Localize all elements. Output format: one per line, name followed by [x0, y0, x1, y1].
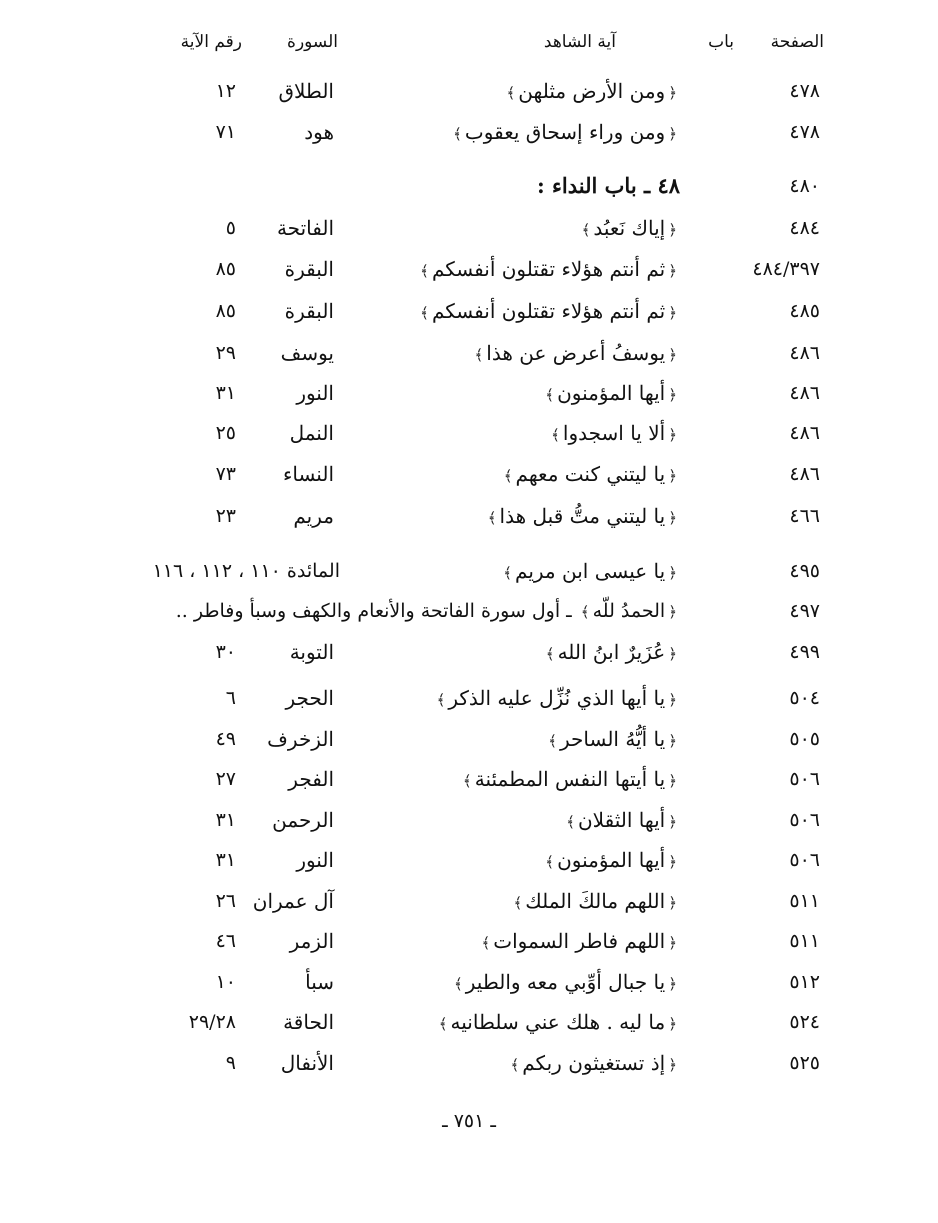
table-row	[0, 296, 938, 326]
ayah-words: اللهم فاطر السموات	[493, 929, 666, 953]
table-row	[0, 886, 938, 916]
page-number: ٤٨٦	[789, 422, 820, 444]
ayah-words: ثم أنتم هؤلاء تقتلون أنفسكم	[431, 257, 666, 281]
surah-name: الزمر	[289, 929, 334, 953]
table-row	[0, 1048, 938, 1078]
ornate-bracket-close-icon: ﴾	[503, 564, 513, 582]
page-number: ٥٠٦	[789, 849, 820, 871]
ayah-words: يا أيتها النفس المطمئنة	[474, 767, 666, 791]
ayah-text	[451, 967, 680, 999]
header-surah: السورة	[287, 32, 338, 52]
page-number: ٥١١	[789, 890, 820, 912]
ornate-bracket-close-icon: ﴾	[510, 1056, 520, 1074]
table-row	[0, 338, 938, 368]
table-row	[0, 683, 938, 713]
table-row	[0, 254, 938, 284]
table-row	[0, 378, 938, 408]
ornate-bracket-open-icon: ﴿	[668, 467, 677, 485]
surah-name: النساء	[282, 462, 334, 486]
ornate-bracket-open-icon: ﴿	[668, 84, 677, 102]
ornate-bracket-close-icon: ﴾	[548, 732, 557, 750]
verse-number: ٤٩	[215, 728, 236, 750]
ornate-bracket-close-icon: ﴾	[438, 1015, 448, 1033]
table-row	[0, 764, 938, 794]
surah-name: مريم	[293, 504, 334, 528]
verse-number: ٧٣	[215, 463, 236, 485]
ornate-bracket-close-icon: ﴾	[545, 645, 555, 663]
surah-and-verses: المائدة ١١٠ ، ١١٢ ، ١١٦	[152, 560, 340, 582]
table-row	[0, 459, 938, 489]
ayah-text	[503, 76, 680, 108]
verse-number: ٢٩	[215, 342, 236, 364]
page-number: ٤٦٦	[789, 505, 820, 527]
table-row	[0, 845, 938, 875]
ayah-text	[472, 338, 681, 370]
ayah-text-with-note	[176, 596, 680, 627]
ayah-text	[579, 213, 680, 245]
ornate-bracket-open-icon: ﴿	[668, 934, 677, 952]
ornate-bracket-close-icon: ﴾	[453, 975, 463, 993]
surah-name: التوبة	[289, 640, 334, 664]
surah-name: الحجر	[285, 686, 334, 710]
ayah-text	[507, 1048, 680, 1080]
ornate-bracket-close-icon: ﴾	[580, 603, 590, 621]
header-page: الصفحة	[770, 32, 824, 52]
ayah-words: يا ليتني متُّ قبل هذا	[499, 504, 666, 528]
page-number: ٥٢٥	[789, 1052, 820, 1074]
surah-name: النمل	[289, 421, 334, 445]
page-number: ٤٨٦	[789, 342, 820, 364]
verse-number: ١٠	[215, 971, 236, 993]
ornate-bracket-open-icon: ﴿	[668, 853, 677, 871]
section-heading-row	[0, 171, 938, 201]
table-row	[0, 967, 938, 997]
verse-number: ٤٦	[215, 930, 236, 952]
surah-name: الفجر	[288, 767, 334, 791]
page-number: ٥٢٤	[789, 1011, 820, 1033]
verse-number: ٦	[225, 687, 236, 709]
ayah-text	[542, 378, 680, 410]
verse-number: ٣١	[215, 382, 236, 404]
ayah-text	[434, 683, 680, 715]
ornate-bracket-open-icon: ﴿	[668, 645, 677, 663]
surah-name: هود	[304, 120, 334, 144]
ornate-bracket-open-icon: ﴿	[668, 975, 677, 993]
ayah-words: أيها الثقلان	[577, 808, 666, 832]
page-number: ٥٠٦	[789, 768, 820, 790]
ornate-bracket-close-icon: ﴾	[566, 813, 575, 831]
ornate-bracket-close-icon: ﴾	[503, 467, 513, 485]
page-number: ٤٨٠	[789, 175, 820, 197]
header-ayah: آية الشاهد	[543, 32, 616, 52]
ayah-text	[500, 556, 680, 588]
verse-number: ٣١	[215, 809, 236, 831]
table-row	[0, 596, 938, 626]
ornate-bracket-close-icon: ﴾	[420, 262, 429, 280]
table-row	[0, 117, 938, 147]
ornate-bracket-open-icon: ﴿	[668, 346, 677, 364]
page-number: ٤٩٧	[789, 600, 820, 622]
ornate-bracket-close-icon: ﴾	[513, 894, 523, 912]
verse-number: ٣١	[215, 849, 236, 871]
ayah-words: أيها المؤمنون	[557, 381, 666, 405]
surah-name: الزخرف	[267, 727, 334, 751]
surah-name: الفاتحة	[276, 216, 334, 240]
ornate-bracket-open-icon: ﴿	[668, 1015, 677, 1033]
surah-name: الحاقة	[283, 1010, 334, 1034]
ayah-text	[545, 724, 680, 756]
ayah-words: إياك نَعبُد	[593, 216, 666, 240]
header-bab: باب	[708, 32, 734, 52]
header-verse-number: رقم الآية	[180, 32, 242, 52]
page-number: ٤٨٦	[789, 382, 820, 404]
table-row	[0, 926, 938, 956]
surah-name: البقرة	[284, 299, 334, 323]
surah-name: الأنفال	[280, 1051, 334, 1075]
page-number: ٥٠٦	[789, 809, 820, 831]
table-row	[0, 805, 938, 835]
ayah-words: يا ليتني كنت معهم	[515, 462, 666, 486]
page-number: ٤٩٥	[789, 560, 820, 582]
ayah-words: ومن الأرض مثلهن	[518, 79, 666, 103]
ayah-text	[510, 886, 680, 918]
ornate-bracket-open-icon: ﴿	[668, 262, 677, 280]
surah-name: الطلاق	[278, 79, 334, 103]
verse-number: ١٢	[215, 80, 236, 102]
ayah-text	[460, 764, 680, 796]
page-number: ٥١١	[789, 930, 820, 952]
ornate-bracket-open-icon: ﴿	[668, 386, 677, 404]
verse-number: ٢٩/٢٨	[188, 1011, 236, 1033]
ayah-words: ما ليه . هلك عني سلطانيه	[450, 1010, 666, 1034]
page-number: ٤٧٨	[789, 80, 820, 102]
ayah-text	[542, 845, 680, 877]
table-row	[0, 501, 938, 531]
page-number: ٤٧٨	[789, 121, 820, 143]
ayah-words: يا عيسى ابن مريم	[515, 559, 666, 583]
ayah-words: يا أيُّهُ الساحر	[559, 727, 666, 751]
page-number: ٥٠٥	[789, 728, 820, 750]
ayah-words: يا جبال أوِّبي معه والطير	[465, 970, 666, 994]
surah-name: يوسف	[280, 341, 334, 365]
surah-name: سبأ	[305, 970, 334, 994]
verse-number: ٢٧	[215, 768, 236, 790]
ornate-bracket-open-icon: ﴿	[668, 1056, 677, 1074]
ornate-bracket-close-icon: ﴾	[436, 691, 446, 709]
ornate-bracket-open-icon: ﴿	[668, 894, 677, 912]
ornate-bracket-close-icon: ﴾	[453, 125, 462, 143]
page-footer-number: ـ ٧٥١ ـ	[442, 1110, 496, 1132]
page-number: ٥٠٤	[789, 687, 820, 709]
surah-name: الرحمن	[272, 808, 334, 832]
ornate-bracket-open-icon: ﴿	[668, 691, 677, 709]
ornate-bracket-close-icon: ﴾	[474, 346, 484, 364]
page-number: ٤٨٤/٣٩٧	[752, 258, 820, 280]
verse-number: ٨٥	[215, 300, 236, 322]
ornate-bracket-open-icon: ﴿	[668, 732, 677, 750]
page-number: ٤٨٤	[789, 217, 820, 239]
table-row	[0, 418, 938, 448]
verse-number: ٣٠	[215, 641, 236, 663]
ayah-words: إذ تستغيثون ربكم	[522, 1051, 666, 1075]
ayah-words: ألا يا اسجدوا	[562, 421, 666, 445]
surah-name: البقرة	[284, 257, 334, 281]
verse-number: ٩	[225, 1052, 236, 1074]
surah-note: ـ أول سورة الفاتحة والأنعام والكهف وسبأ وفاطر ..	[175, 600, 572, 622]
ayah-words: اللهم مالكَ الملك	[525, 889, 666, 913]
ayah-text	[450, 117, 680, 149]
table-row	[0, 1007, 938, 1037]
table-row	[0, 724, 938, 754]
ornate-bracket-close-icon: ﴾	[581, 221, 591, 239]
ayah-words: الحمدُ للّه	[592, 600, 666, 622]
ayah-words: ومن وراء إسحاق يعقوب	[464, 120, 666, 144]
ornate-bracket-close-icon: ﴾	[481, 934, 491, 952]
ornate-bracket-open-icon: ﴿	[668, 772, 677, 790]
verse-number: ٢٥	[215, 422, 236, 444]
ornate-bracket-open-icon: ﴿	[668, 221, 677, 239]
ayah-words: عُزَيرٌ ابنُ الله	[557, 640, 666, 664]
ornate-bracket-close-icon: ﴾	[545, 386, 555, 404]
ayah-text	[479, 926, 681, 958]
table-row	[0, 637, 938, 667]
ayah-text	[417, 296, 680, 328]
ornate-bracket-close-icon: ﴾	[420, 304, 429, 322]
verse-number: ٥	[225, 217, 236, 239]
verse-number: ٢٣	[215, 505, 236, 527]
ornate-bracket-close-icon: ﴾	[545, 853, 555, 871]
ornate-bracket-open-icon: ﴿	[668, 426, 677, 444]
ornate-bracket-open-icon: ﴿	[668, 125, 677, 143]
ayah-text	[417, 254, 680, 286]
surah-name: النور	[296, 381, 334, 405]
ornate-bracket-close-icon: ﴾	[506, 84, 516, 102]
surah-name: النور	[296, 848, 334, 872]
verse-number: ٢٦	[215, 890, 236, 912]
ayah-text	[563, 805, 680, 837]
ayah-words: يوسفُ أعرض عن هذا	[486, 341, 666, 365]
ayah-words: أيها المؤمنون	[557, 848, 666, 872]
ayah-words: ثم أنتم هؤلاء تقتلون أنفسكم	[431, 299, 666, 323]
ornate-bracket-open-icon: ﴿	[668, 304, 677, 322]
page-number: ٥١٢	[789, 971, 820, 993]
page-number: ٤٨٦	[789, 463, 820, 485]
ayah-words: يا أيها الذي نُزِّل عليه الذكر	[448, 686, 666, 710]
table-row	[0, 76, 938, 106]
ayah-text	[548, 418, 680, 450]
table-row	[0, 213, 938, 243]
ayah-text	[543, 637, 680, 669]
verse-number: ٧١	[215, 121, 236, 143]
ayah-text	[436, 1007, 680, 1039]
ornate-bracket-close-icon: ﴾	[487, 509, 497, 527]
page-number: ٤٩٩	[789, 641, 820, 663]
table-row	[0, 556, 938, 586]
ayah-text	[501, 459, 680, 491]
ornate-bracket-open-icon: ﴿	[668, 564, 677, 582]
section-title: ٤٨ ـ باب النداء :	[536, 173, 680, 198]
ornate-bracket-close-icon: ﴾	[551, 426, 560, 444]
verse-number: ٨٥	[215, 258, 236, 280]
ayah-text	[485, 501, 680, 533]
ornate-bracket-open-icon: ﴿	[668, 603, 677, 621]
page-number: ٤٨٥	[789, 300, 820, 322]
ornate-bracket-close-icon: ﴾	[462, 772, 472, 790]
ornate-bracket-open-icon: ﴿	[668, 509, 677, 527]
ornate-bracket-open-icon: ﴿	[668, 813, 677, 831]
surah-name: آل عمران	[252, 889, 334, 913]
